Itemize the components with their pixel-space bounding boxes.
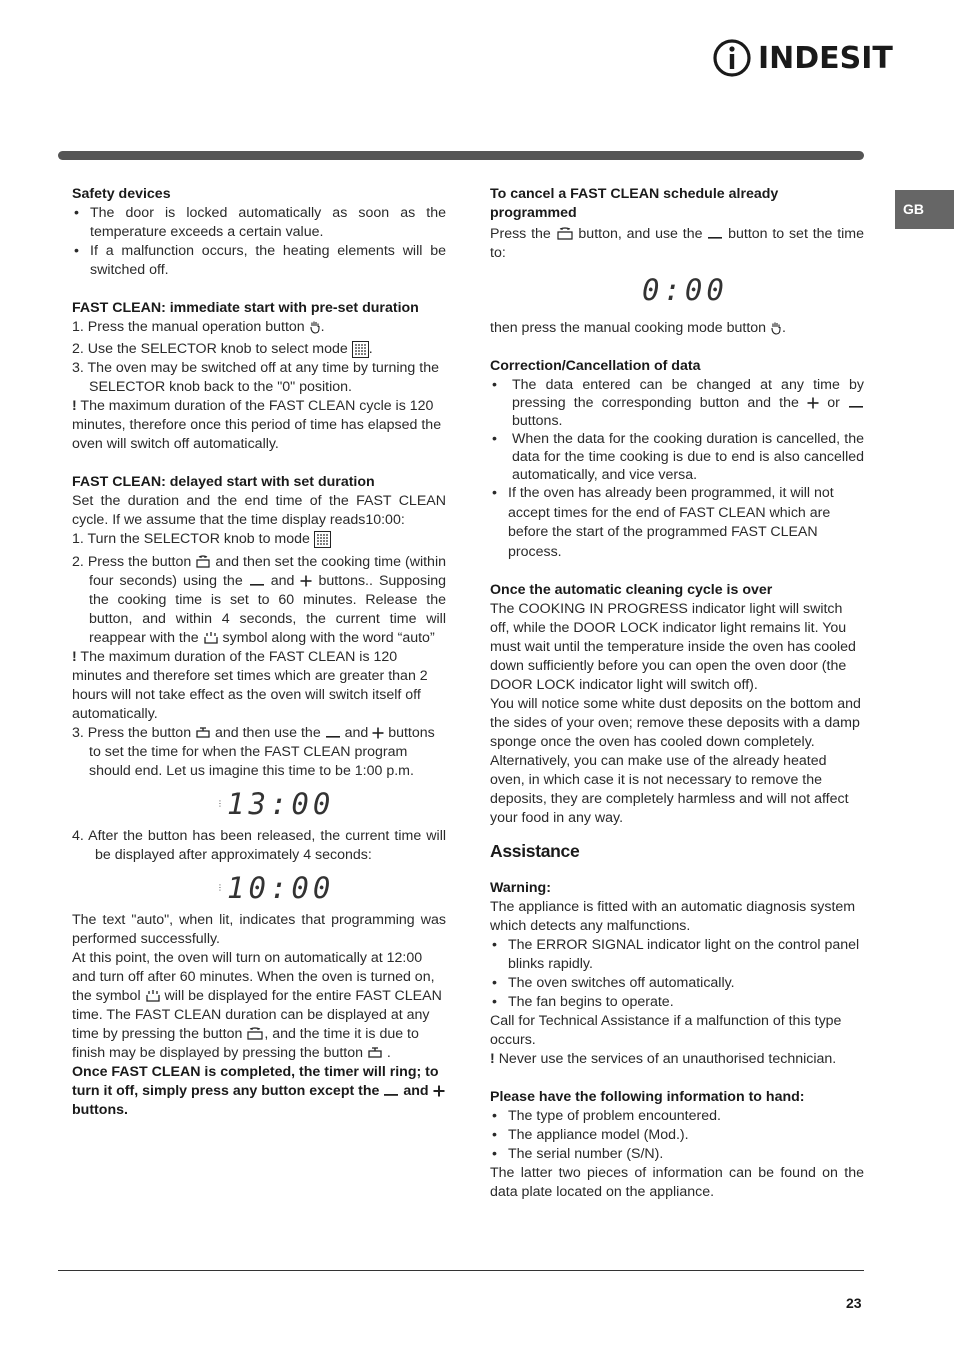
- plus-icon: [300, 575, 312, 587]
- note-text: ! The maximum duration of the FAST CLEAN cycle is 120 minutes, therefore once this period of time has elapsed the oven will switch off automatically.: [72, 398, 442, 452]
- step-2-text-c: and: [270, 573, 295, 589]
- step-text: [72, 530, 446, 549]
- steps-list: [72, 359, 446, 397]
- minus-icon: [383, 1086, 399, 1096]
- minus-icon: [249, 576, 265, 586]
- left-column: [72, 185, 446, 1120]
- auto-indicator-icon: ⋮: [216, 799, 224, 808]
- paragraph: You will notice some white dust deposits on the bottom and the sides of your oven; remove these deposits with a damp sponge once the oven has cooled down completely.: [490, 696, 861, 750]
- step-3-text-d: buttons to set the time for when the FAST CLEAN program should end. Let us imagine this time to be 1:00 p.m.: [89, 725, 435, 779]
- time-display-2: [72, 865, 446, 911]
- page-number: 23: [846, 1295, 862, 1311]
- pot-end-icon: [195, 727, 211, 739]
- header-rule: [58, 151, 864, 160]
- step-text: [72, 553, 446, 648]
- time-display-3: [490, 263, 864, 317]
- minus-icon: [848, 398, 864, 408]
- correction-list: [490, 376, 864, 562]
- minus-icon: [325, 728, 341, 738]
- list-item: [490, 376, 864, 430]
- pot-icon: [195, 555, 211, 569]
- step-3-text: 3. Press the button: [72, 725, 192, 741]
- list-item: • The serial number (S/N).: [490, 1145, 864, 1164]
- step-1-text: 1. Press the manual operation button: [72, 319, 305, 335]
- note-body: The maximum duration of the FAST CLEAN cycle is 120 minutes, therefore once this period of time has elapsed the oven will switch off automatically.: [72, 398, 442, 452]
- cancel-then: then press the manual cooking mode button: [490, 320, 767, 336]
- plus-icon: [433, 1085, 445, 1097]
- display-value: 13:00: [227, 786, 335, 821]
- corr-1b: or: [827, 395, 840, 411]
- cancel-heading: To cancel a FAST CLEAN schedule already programmed: [490, 186, 779, 221]
- safety-list: [72, 204, 446, 280]
- list-item: • If a malfunction occurs, the heating elements will be switched off.: [72, 242, 446, 280]
- step-2-text: 2. Press the button: [72, 554, 192, 570]
- footer-rule: [58, 1270, 864, 1271]
- fast-clean-delayed-heading: FAST CLEAN: delayed start with set duration: [72, 474, 375, 490]
- paragraph: Call for Technical Assistance if a malfunction of this type occurs.: [490, 1013, 842, 1048]
- step-text: 4. After the button has been released, the current time will be displayed after approximately 4 seconds:: [72, 828, 446, 863]
- list-item: • The appliance model (Mod.).: [490, 1126, 864, 1145]
- step-3-text-c: and: [344, 725, 369, 741]
- list-item: • The door is locked automatically as soon as the temperature exceeds a certain value.: [72, 204, 446, 242]
- right-column: [490, 185, 864, 1202]
- display-value: 10:00: [227, 870, 335, 905]
- note-body: Never use the services of an unauthorised technician.: [498, 1051, 837, 1067]
- paragraph: The latter two pieces of information can be found on the data plate located on the appliance.: [490, 1165, 864, 1200]
- step-text: 1. Press the manual operation button .: [72, 319, 325, 335]
- display-value: 0:00: [642, 272, 728, 307]
- auto-indicator-icon: ⋮: [216, 883, 224, 892]
- intro-text: Set the duration and the end time of the FAST CLEAN cycle. If we assume that the time display reads10:00:: [72, 493, 446, 528]
- list-item: • When the data for the cooking duration is cancelled, the data for the time cooking is due to end is also cancelled automatically, and vice versa.: [490, 430, 864, 484]
- cancel-c: button to set the time to:: [490, 226, 865, 261]
- hand-icon: [309, 320, 321, 334]
- hand-icon: [770, 321, 782, 335]
- plus-icon: [807, 397, 819, 409]
- step-text: [72, 724, 446, 781]
- pot-end-icon: [367, 1047, 383, 1059]
- pot-icon: [556, 227, 574, 241]
- info-list: [490, 1107, 864, 1164]
- pot-icon: [246, 1027, 264, 1041]
- step-2-text-e: symbol along with the word “auto”: [222, 630, 435, 646]
- list-item: • The ERROR SIGNAL indicator light on the control panel blinks rapidly.: [490, 936, 864, 974]
- step-1-text: 1. Turn the SELECTOR knob to mode: [72, 531, 310, 547]
- step-2-text: 2. Use the SELECTOR knob to select mode: [72, 341, 348, 357]
- steam-symbol-icon: [145, 989, 161, 1003]
- paragraph-c: , and the time it is due to finish may be displayed by pressing the button: [72, 1026, 419, 1061]
- correction-heading: Correction/Cancellation of data: [490, 358, 701, 374]
- once-over-heading: Once the automatic cleaning cycle is over: [490, 582, 773, 598]
- list-item: • The type of problem encountered.: [490, 1107, 864, 1126]
- list-item: • If the oven has already been programmed, it will not accept times for the end of FAST CLEAN which are before the start of the programmed FAST CLEAN process.: [490, 484, 864, 562]
- minus-icon: [707, 229, 723, 239]
- paragraph: At this point, the oven will turn on automatically at 12:00 and turn off after 60 minutes. When the oven is turned on, the symbol will be displayed for the entire FAST CLEAN time. The FAST CLEAN duration can be displayed at any time by pressing the button , and the time it is due to finish may be displayed by pressing the button .: [72, 950, 442, 1061]
- cancel-b: button, and use the: [578, 226, 703, 242]
- paragraph: The appliance is fitted with an automatic diagnosis system which detects any malfunctions.: [490, 899, 856, 934]
- cancel-then-text: then press the manual cooking mode button .: [490, 320, 786, 336]
- corr-1c: buttons.: [512, 413, 563, 429]
- paragraph-b: will be displayed for the entire FAST CLEAN time. The FAST CLEAN duration can be displayed at any time by pressing the button: [72, 988, 442, 1042]
- indesit-logo-mark: [712, 38, 752, 78]
- step-3-text-b: and then use the: [215, 725, 321, 741]
- paragraph: The COOKING IN PROGRESS indicator light will switch off, while the DOOR LOCK indicator light remains lit. You must wait until the temperature inside the oven has cooled down sufficiently before you can open the oven door (the DOOR LOCK indicator light will switch off).: [490, 601, 856, 693]
- completion-a: Once FAST CLEAN is completed, the timer will ring; to turn it off, simply press any button except the: [72, 1064, 439, 1099]
- warning-heading: Warning:: [490, 880, 551, 896]
- indesit-logo: [712, 38, 893, 78]
- paragraph-a: At this point, the oven will turn on automatically at 12:00 and turn off after 60 minutes. When the oven is turned on, the symbol: [72, 950, 435, 1004]
- step-text: 2. Use the SELECTOR knob to select mode .: [72, 341, 373, 357]
- step-2-text-d: buttons.. Supposing the cooking time is set to 60 minutes. Release the button, and within 4 seconds, the current time will reappear with the: [89, 573, 447, 646]
- paragraph: Alternatively, you can make use of the already heated oven, in which case it is not necessary to remove the deposits, they are completely harmless and will not affect your food in any way.: [490, 753, 849, 826]
- grid-mode-icon: [314, 531, 331, 548]
- warning-list: [490, 936, 864, 1012]
- list-item: • The oven switches off automatically.: [490, 974, 864, 993]
- safety-heading: Safety devices: [72, 186, 171, 202]
- completion-c: buttons.: [72, 1102, 128, 1118]
- plus-icon: [372, 727, 384, 739]
- assistance-heading: Assistance: [490, 841, 580, 861]
- info-heading: Please have the following information to hand:: [490, 1089, 805, 1105]
- corr-1a: The data entered can be changed at any time by pressing the corresponding button and the: [512, 377, 864, 411]
- step-2-text-b: and then set the cooking time (within four seconds) using the: [89, 554, 446, 589]
- cancel-text: [490, 225, 864, 263]
- brand-name: INDESIT: [758, 40, 893, 76]
- cancel-a: Press the: [490, 226, 551, 242]
- note-text: ! Never use the services of an unauthorised technician.: [490, 1051, 837, 1067]
- list-item: • The fan begins to operate.: [490, 993, 864, 1012]
- note-body: The maximum duration of the FAST CLEAN is 120 minutes and therefore set times which are greater than 2 hours will not take effect as the oven will switch itself off automatically.: [72, 649, 428, 722]
- language-tab: GB: [895, 190, 954, 229]
- grid-mode-icon: [352, 341, 369, 358]
- completion-b: and: [403, 1083, 429, 1099]
- auto-text: The text "auto", when lit, indicates that programming was performed successfully.: [72, 912, 446, 947]
- steam-symbol-icon: [203, 631, 219, 645]
- time-display-1: [72, 781, 446, 827]
- note-text: ! The maximum duration of the FAST CLEAN is 120 minutes and therefore set times which are greater than 2 hours will not take effect as the oven will switch itself off automatically.: [72, 649, 428, 722]
- list-item: 3. The oven may be switched off at any time by turning the SELECTOR knob back to the "0" position.: [72, 360, 439, 395]
- fast-clean-immediate-heading: FAST CLEAN: immediate start with pre-set duration: [72, 300, 419, 316]
- completion-text: [72, 1063, 446, 1120]
